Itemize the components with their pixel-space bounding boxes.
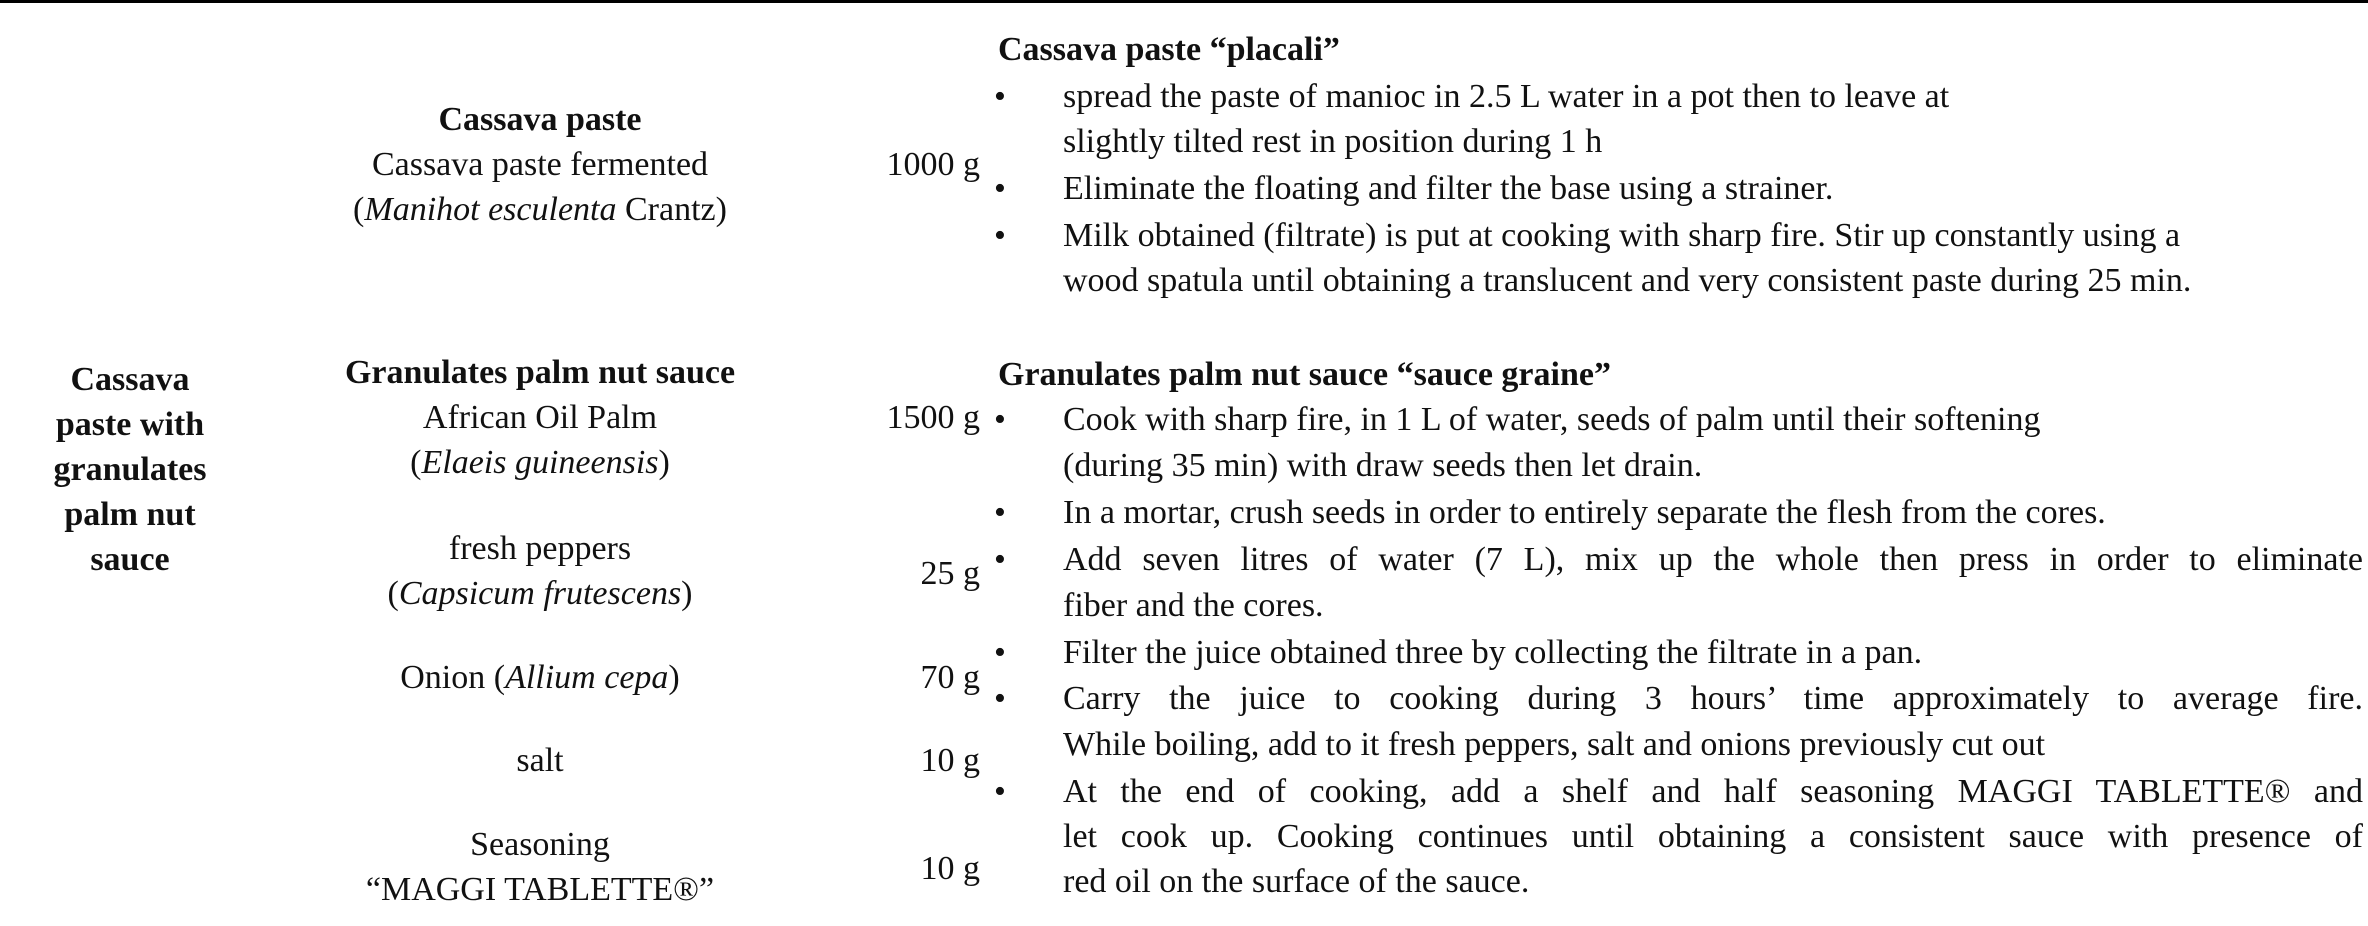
quantity: 1000 g [886,146,980,183]
ingredient-name: Onion (Allium cepa) [400,659,680,696]
step-line: Eliminate the floating and filter the base using a strainer. [1063,170,1834,207]
bullet: • [994,78,1006,115]
bullet: • [994,680,1006,717]
dish-name-line: sauce [90,541,170,578]
ingredient-name: fresh peppers [448,530,632,567]
step-line: let cook up. Cooking continues until obtaining a consistent sauce with presence of [1063,818,2363,855]
step-line: red oil on the surface of the sauce. [1063,863,1530,900]
ingredient-cassava-paste [300,97,780,232]
ingredient-name: Seasoning [470,826,610,863]
bullet: • [994,494,1006,531]
step-line: slightly tilted rest in position during 1 h [1063,123,1603,160]
step-line: In a mortar, crush seeds in order to entirely separate the flesh from the cores. [1063,494,2106,531]
step-line: (during 35 min) with draw seeds then let drain. [1063,447,1703,484]
ingredient-name: “MAGGI TABLETTE®” [365,871,715,908]
step-line: wood spatula until obtaining a translucent and very consistent paste during 25 min. [1063,262,2192,299]
step-line: spread the paste of manioc in 2.5 L water in a pot then to leave at [1063,78,1950,115]
step-line: While boiling, add to it fresh peppers, salt and onions previously cut out [1063,726,2046,763]
ingredient-name: African Oil Palm [422,399,658,436]
ingredient-name: salt [516,742,564,779]
step-line: At the end of cooking, add a shelf and half seasoning MAGGI TABLETTE® and [1063,773,2363,810]
quantity: 70 g [920,659,980,696]
ingredient-scientific-name: (Capsicum frutescens) [387,575,693,612]
bullet: • [994,217,1006,254]
step-line: fiber and the cores. [1063,587,1324,624]
dish-name-line: paste with [55,406,205,443]
bullet: • [994,401,1006,438]
section-title-placali: Cassava paste “placali” [998,31,1340,68]
step-line: Add seven litres of water (7 L), mix up the whole then press in order to eliminate [1063,541,2363,578]
bullet: • [994,773,1006,810]
step-line: Filter the juice obtained three by collecting the filtrate in a pan. [1063,634,1923,671]
quantity: 10 g [920,742,980,779]
ingredient-scientific-name: (Manihot esculenta Crantz) [353,191,727,228]
section-title-sauce-graine: Granulates palm nut sauce “sauce graine” [998,356,1611,393]
ingredient-onion [300,655,780,700]
bullet: • [994,541,1006,578]
bullet: • [994,634,1006,671]
quantity: 10 g [920,850,980,887]
quantity: 1500 g [886,399,980,436]
ingredient-salt [300,738,780,783]
dish-name-line: Cassava [70,361,190,398]
dish-name-line: palm nut [64,496,196,533]
ingredient-palm-nut [300,350,780,485]
ingredient-heading: Granulates palm nut sauce [344,354,736,391]
ingredient-heading: Cassava paste [438,101,642,138]
step-line: Carry the juice to cooking during 3 hours’ time approximately to average fire. [1063,680,2363,717]
top-rule [0,0,2368,3]
dish-name-line: granulates [53,451,207,488]
quantity: 25 g [920,555,980,592]
ingredient-peppers [300,526,780,616]
ingredient-scientific-name: (Elaeis guineensis) [410,444,670,481]
ingredient-name: Cassava paste fermented [371,146,709,183]
dish-name [10,357,250,582]
step-line: Milk obtained (filtrate) is put at cooking with sharp fire. Stir up constantly using a [1063,217,2181,254]
bullet: • [994,170,1006,207]
ingredient-seasoning [300,822,780,912]
step-line: Cook with sharp fire, in 1 L of water, seeds of palm until their softening [1063,401,2041,438]
